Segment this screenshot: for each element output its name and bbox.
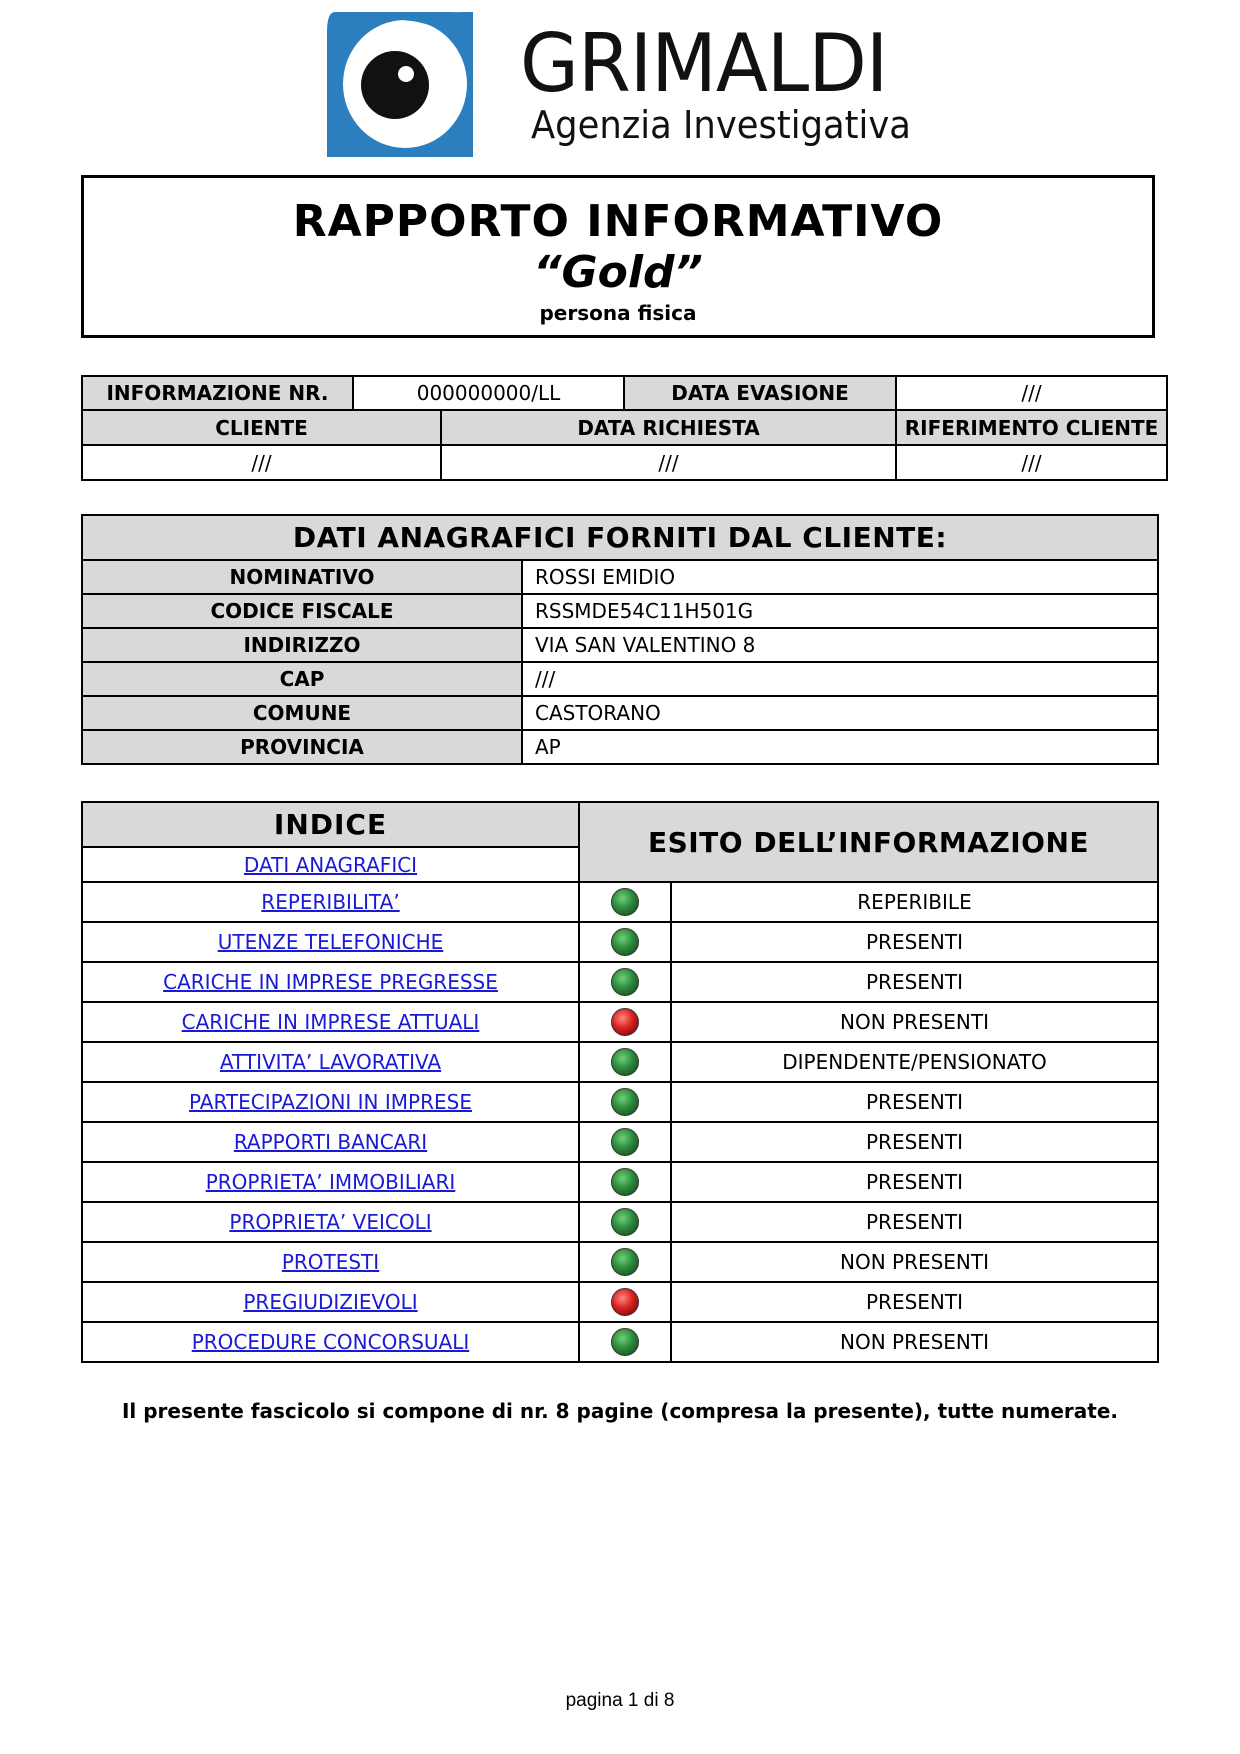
- cliente-label: CLIENTE: [82, 410, 441, 445]
- anagrafica-table: [81, 514, 1159, 765]
- indirizzo-value: VIA SAN VALENTINO 8: [522, 628, 1158, 662]
- table-row: [82, 1322, 1158, 1362]
- indice-table: [81, 801, 1159, 1363]
- table-row: [82, 1042, 1158, 1082]
- fascicolo-note: Il presente fascicolo si compone di nr. 8 pagine (compresa la presente), tutte numerate.: [121, 1399, 1118, 1423]
- status-green-icon: [611, 1328, 639, 1356]
- esito-value: PRESENTI: [671, 1202, 1158, 1242]
- status-green-icon: [611, 888, 639, 916]
- riferimento-value: ///: [896, 445, 1167, 480]
- esito-value: NON PRESENTI: [671, 1322, 1158, 1362]
- provincia-label: PROVINCIA: [82, 730, 522, 764]
- informazione-value: 000000000/LL: [353, 376, 624, 410]
- table-row: [82, 962, 1158, 1002]
- status-green-icon: [611, 928, 639, 956]
- table-row: [82, 882, 1158, 922]
- data-evasione-value: ///: [896, 376, 1167, 410]
- esito-value: DIPENDENTE/PENSIONATO: [671, 1042, 1158, 1082]
- cap-value: ///: [522, 662, 1158, 696]
- data-evasione-label: DATA EVASIONE: [624, 376, 896, 410]
- eye-logo-icon: [327, 12, 473, 157]
- page-number: pagina 1 di 8: [565, 1690, 675, 1711]
- report-subject-type: persona fisica: [539, 301, 697, 325]
- link-cariche-pregresse[interactable]: CARICHE IN IMPRESE PREGRESSE: [163, 970, 498, 994]
- link-procedure-concorsuali[interactable]: PROCEDURE CONCORSUALI: [191, 1330, 470, 1354]
- brand-subtitle: Agenzia Investigativa: [531, 103, 911, 147]
- cliente-value: ///: [82, 445, 441, 480]
- status-red-icon: [611, 1288, 639, 1316]
- esito-value: PRESENTI: [671, 922, 1158, 962]
- link-proprieta-veicoli[interactable]: PROPRIETA’ VEICOLI: [229, 1210, 432, 1234]
- anagrafica-row: [82, 594, 1158, 628]
- esito-value: PRESENTI: [671, 1162, 1158, 1202]
- status-green-icon: [611, 1168, 639, 1196]
- link-cariche-attuali[interactable]: CARICHE IN IMPRESE ATTUALI: [181, 1010, 480, 1034]
- link-pregiudizievoli[interactable]: PREGIUDIZIEVOLI: [243, 1290, 418, 1314]
- link-attivita-lavorativa[interactable]: ATTIVITA’ LAVORATIVA: [219, 1050, 442, 1074]
- report-title-box: [81, 175, 1155, 338]
- riferimento-label: RIFERIMENTO CLIENTE: [896, 410, 1167, 445]
- codice-fiscale-label: CODICE FISCALE: [82, 594, 522, 628]
- comune-label: COMUNE: [82, 696, 522, 730]
- table-row: [82, 922, 1158, 962]
- data-richiesta-label: DATA RICHIESTA: [441, 410, 896, 445]
- table-row: [82, 1122, 1158, 1162]
- cap-label: CAP: [82, 662, 522, 696]
- index-cell-dati-anagrafici: [82, 847, 579, 882]
- status-green-icon: [611, 1048, 639, 1076]
- anagrafica-row: [82, 560, 1158, 594]
- indirizzo-label: INDIRIZZO: [82, 628, 522, 662]
- esito-value: NON PRESENTI: [671, 1002, 1158, 1042]
- status-green-icon: [611, 1248, 639, 1276]
- link-dati-anagrafici[interactable]: DATI ANAGRAFICI: [243, 852, 418, 877]
- table-row: [82, 1162, 1158, 1202]
- status-green-icon: [611, 1128, 639, 1156]
- status-red-icon: [611, 1008, 639, 1036]
- report-title: RAPPORTO INFORMATIVO: [292, 196, 944, 247]
- table-row: [82, 1082, 1158, 1122]
- esito-value: PRESENTI: [671, 1122, 1158, 1162]
- esito-value: PRESENTI: [671, 962, 1158, 1002]
- table-row: [82, 1202, 1158, 1242]
- link-proprieta-immobiliari[interactable]: PROPRIETA’ IMMOBILIARI: [205, 1170, 456, 1194]
- comune-value: CASTORANO: [522, 696, 1158, 730]
- anagrafica-row: [82, 696, 1158, 730]
- link-utenze-telefoniche[interactable]: UTENZE TELEFONICHE: [217, 930, 444, 954]
- table-row: [82, 1282, 1158, 1322]
- anagrafica-heading: DATI ANAGRAFICI FORNITI DAL CLIENTE:: [82, 515, 1158, 560]
- table-row: [82, 1242, 1158, 1282]
- codice-fiscale-value: RSSMDE54C11H501G: [522, 594, 1158, 628]
- provincia-value: AP: [522, 730, 1158, 764]
- nominativo-value: ROSSI EMIDIO: [522, 560, 1158, 594]
- table-row: [82, 1002, 1158, 1042]
- status-green-icon: [611, 968, 639, 996]
- esito-value: REPERIBILE: [671, 882, 1158, 922]
- anagrafica-row: [82, 730, 1158, 764]
- nominativo-label: NOMINATIVO: [82, 560, 522, 594]
- esito-value: NON PRESENTI: [671, 1242, 1158, 1282]
- esito-value: PRESENTI: [671, 1282, 1158, 1322]
- anagrafica-row: [82, 662, 1158, 696]
- informazione-label: INFORMAZIONE NR.: [82, 376, 353, 410]
- link-rapporti-bancari[interactable]: RAPPORTI BANCARI: [233, 1130, 428, 1154]
- info-table: [81, 375, 1168, 481]
- esito-value: PRESENTI: [671, 1082, 1158, 1122]
- data-richiesta-value: ///: [441, 445, 896, 480]
- indice-heading: INDICE: [82, 802, 579, 847]
- link-reperibilita[interactable]: REPERIBILITA’: [261, 890, 400, 914]
- anagrafica-row: [82, 628, 1158, 662]
- brand-name: GRIMALDI: [520, 17, 888, 110]
- link-partecipazioni[interactable]: PARTECIPAZIONI IN IMPRESE: [189, 1090, 472, 1114]
- esito-heading: ESITO DELL’INFORMAZIONE: [579, 802, 1158, 882]
- status-green-icon: [611, 1088, 639, 1116]
- report-tier: “Gold”: [533, 247, 703, 298]
- status-green-icon: [611, 1208, 639, 1236]
- link-protesti[interactable]: PROTESTI: [281, 1250, 380, 1274]
